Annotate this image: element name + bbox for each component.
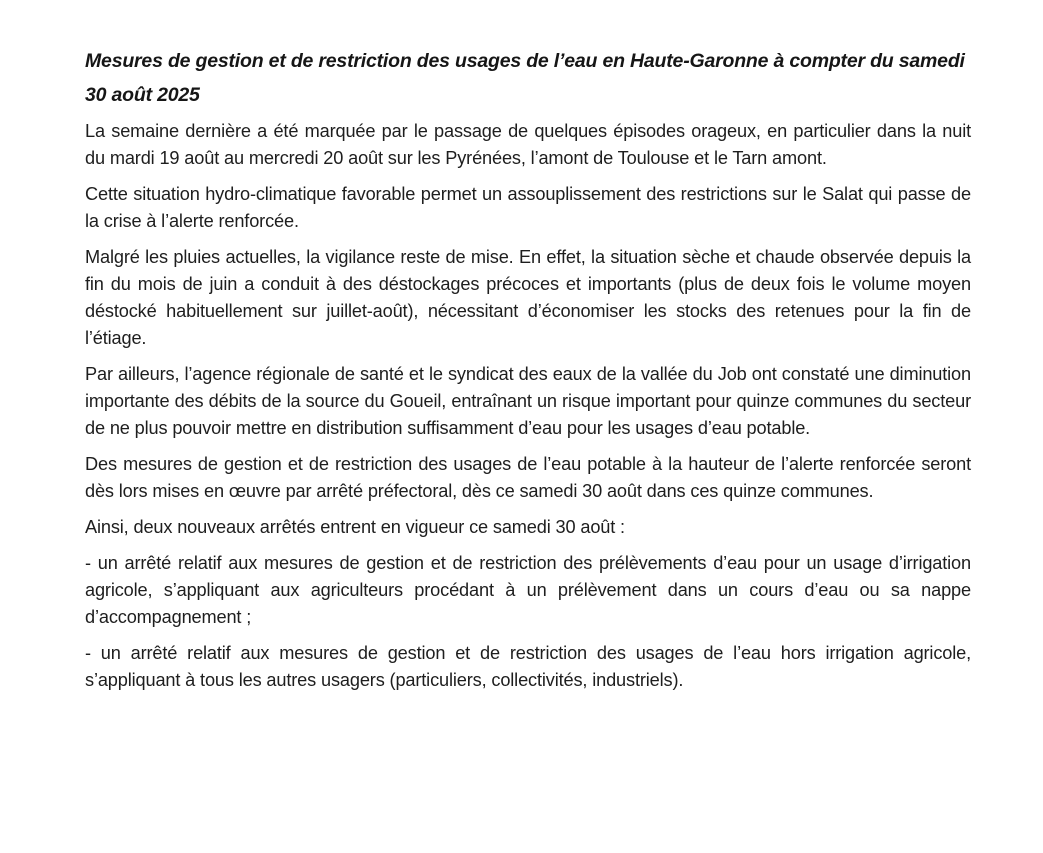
paragraph-salat-situation: Cette situation hydro-climatique favorable permet un assouplissement des restrictions sur le Salat qui passe de la crise à l’alerte renforcée. [85,184,971,231]
document-body [85,44,971,703]
paragraph-new-decrees-intro: Ainsi, deux nouveaux arrêtés entrent en vigueur ce samedi 30 août : [85,517,625,537]
paragraph-storm-episodes: La semaine dernière a été marquée par le passage de quelques épisodes orageux, en particulier dans la nuit du mardi 19 août au mercredi 20 août sur les Pyrénées, l’amont de Toulouse et le Tarn amont. [85,121,971,168]
list-item-other-uses-decree: - un arrêté relatif aux mesures de gestion et de restriction des usages de l’eau hors irrigation agricole, s’appliquant à tous les autres usagers (particuliers, collectivités, industriels). [85,643,971,690]
list-item-irrigation-decree: - un arrêté relatif aux mesures de gestion et de restriction des prélèvements d’eau pour un usage d’irrigation agricole, s’appliquant aux agriculteurs procédant à un prélèvement dans un cours d’eau ou sa nappe d’accompagnement ; [85,553,971,627]
paragraph-goueil-source: Par ailleurs, l’agence régionale de santé et le syndicat des eaux de la vallée du Job ont constaté une diminution importante des débits de la source du Goueil, entraînant un risque important pour quinze communes du secteur de ne plus pouvoir mettre en distribution suffisamment d’eau pour les usages d’eau potable. [85,364,971,438]
document-title: Mesures de gestion et de restriction des usages de l’eau en Haute-Garonne à compter du samedi 30 août 2025 [85,50,965,106]
paragraph-vigilance: Malgré les pluies actuelles, la vigilance reste de mise. En effet, la situation sèche et chaude observée depuis la fin du mois de juin a conduit à des déstockages précoces et importants (plus de deux fois le volume moyen déstocké habituellement sur juillet-août), nécessitant d’économiser les stocks des retenues pour la fin de l’étiage. [85,247,971,348]
paragraph-prefectoral-measures: Des mesures de gestion et de restriction des usages de l’eau potable à la hauteur de l’alerte renforcée seront dès lors mises en œuvre par arrêté préfectoral, dès ce samedi 30 août dans ces quinze communes. [85,454,971,501]
